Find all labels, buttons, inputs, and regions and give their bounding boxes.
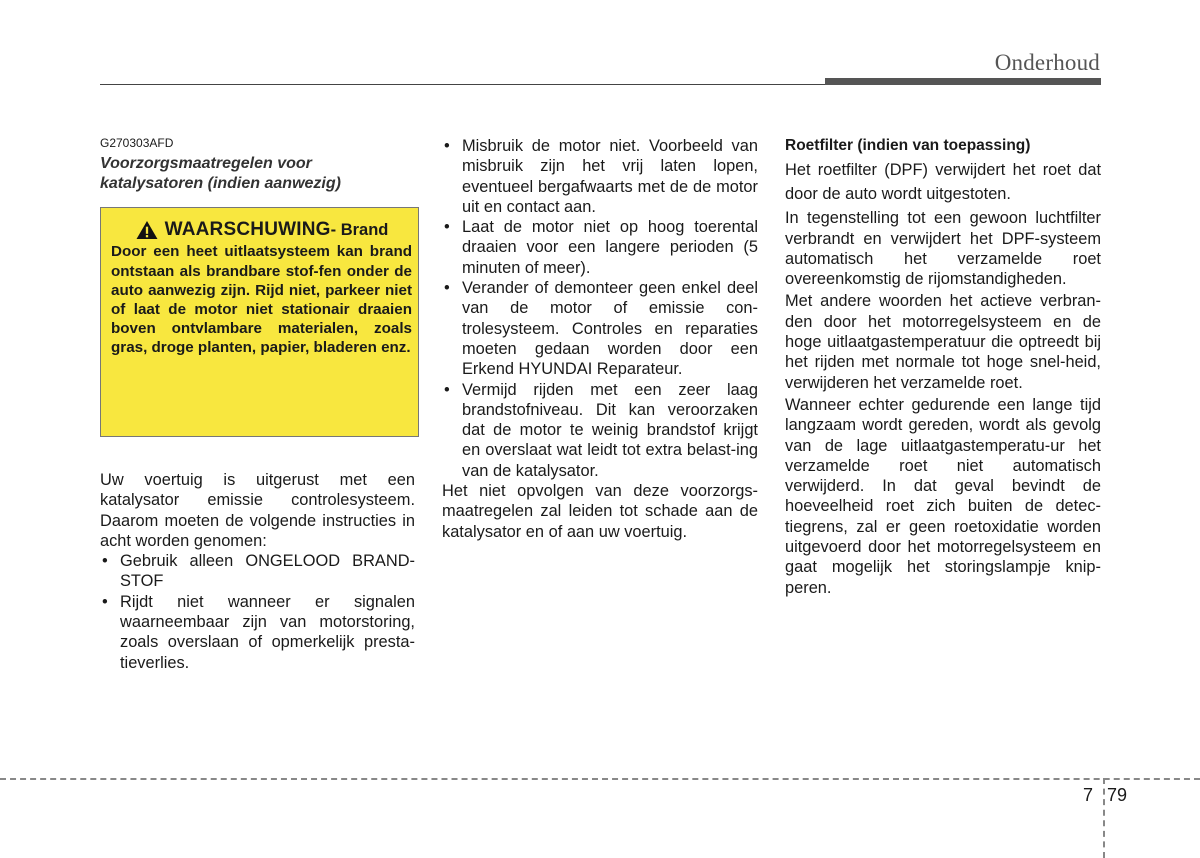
- left-bullet-list: [100, 551, 415, 673]
- list-item: • Misbruik de motor niet. Voorbeeld van misbruik zijn het vrij laten lopen, eventueel bergafwaarts met de de motor uit en contact aan.: [442, 136, 758, 217]
- dpf-paragraph-1: Het roetfilter (DPF) verwijdert het roet dat door de auto wordt uitgestoten.: [785, 161, 1101, 204]
- section-heading: [100, 154, 415, 194]
- intro-paragraph: Uw voertuig is uitgerust met een katalysator emissie controlesysteem. Daarom moeten de volgende instructies in acht worden genomen:: [100, 471, 415, 550]
- list-item: • Verander of demonteer geen enkel deel van de motor of emissie con-trolesysteem. Controles en reparaties moeten gedaan worden door een Erkend HYUNDAI Reparateur.: [442, 278, 758, 379]
- warning-header: [111, 220, 412, 240]
- list-item: • Gebruik alleen ONGELOOD BRAND-STOF: [100, 551, 415, 592]
- right-column: [785, 136, 1101, 600]
- left-column: [100, 136, 415, 673]
- footer-vertical-divider: [1103, 778, 1105, 858]
- section-heading-line2: katalysatoren (indien aanwezig): [100, 175, 341, 192]
- closing-paragraph: Het niet opvolgen van deze voorzorgs-maatregelen zal leiden tot schade aan de katalysator en of aan uw voertuig.: [442, 482, 758, 541]
- dpf-paragraph-2: In tegenstelling tot een gewoon luchtfilter verbrandt en verwijdert het DPF-systeem automatisch het verzamelde roet overeenkomstig de rijomstandigheden.: [785, 209, 1101, 289]
- dpf-paragraph-3: Met andere woorden het actieve verbran-den door het motorregelsysteem en de hoge uitlaatgastemperatuur die optreedt bij het rijden met normale tot hoge snel-heid, verwijderen het verzamelde roet.: [785, 292, 1101, 392]
- footer-divider: [0, 778, 1200, 780]
- section-heading-line1: Voorzorgsmaatregelen voor: [100, 155, 312, 172]
- section-title: Onderhoud: [994, 50, 1100, 75]
- chapter-number: 7: [1083, 785, 1094, 805]
- header-rule-thin: [100, 84, 830, 85]
- section-code: G270303AFD: [100, 136, 174, 150]
- warning-triangle-icon: [135, 220, 159, 240]
- warning-text: Door een heet uitlaatsysteem kan brand ontstaan als brandbare stof-fen onder de auto aanwezig zijn. Rijd niet, parkeer niet of laat de motor niet stationair draaien boven ontvlambare materialen, zoals gras, droge planten, papier, bladeren enz.: [111, 243, 412, 357]
- list-item: • Vermijd rijden met een zeer laag brandstofniveau. Dit kan veroorzaken dat de motor te weinig brandstof krijgt en overslaat wat leidt tot extra belast-ing van de katalysator.: [442, 380, 758, 481]
- warning-sublabel: - Brand: [330, 221, 389, 239]
- dpf-paragraph-4: Wanneer echter gedurende een lange tijd langzaam wordt gereden, wordt als gevolg van de lage uitlaatgastemperatu-ur het verzamelde roet niet automatisch verwijderd. In dat geval bevindt de hoeveelheid roet zich buiten de detec-tiegrens, zal er geen roetoxidatie worden uitgevoerd door het motorregelsysteem en gaat mogelijk het storingslampje knip-peren.: [785, 395, 1101, 597]
- warning-label: WAARSCHUWING: [164, 219, 331, 240]
- warning-box: [100, 207, 419, 437]
- page-number: 79: [1107, 785, 1128, 805]
- dpf-heading: Roetfilter (indien van toepassing): [785, 137, 1031, 154]
- header-rule-thick: [825, 78, 1101, 85]
- list-item: • Laat de motor niet op hoog toerental draaien voor een langere perioden (5 minuten of meer).: [442, 217, 758, 278]
- middle-bullet-list: [442, 136, 758, 481]
- list-item: • Rijdt niet wanneer er signalen waarneembaar zijn van motorstoring, zoals overslaan of opmerkelijk presta-tieverlies.: [100, 592, 415, 673]
- middle-column: [442, 136, 758, 542]
